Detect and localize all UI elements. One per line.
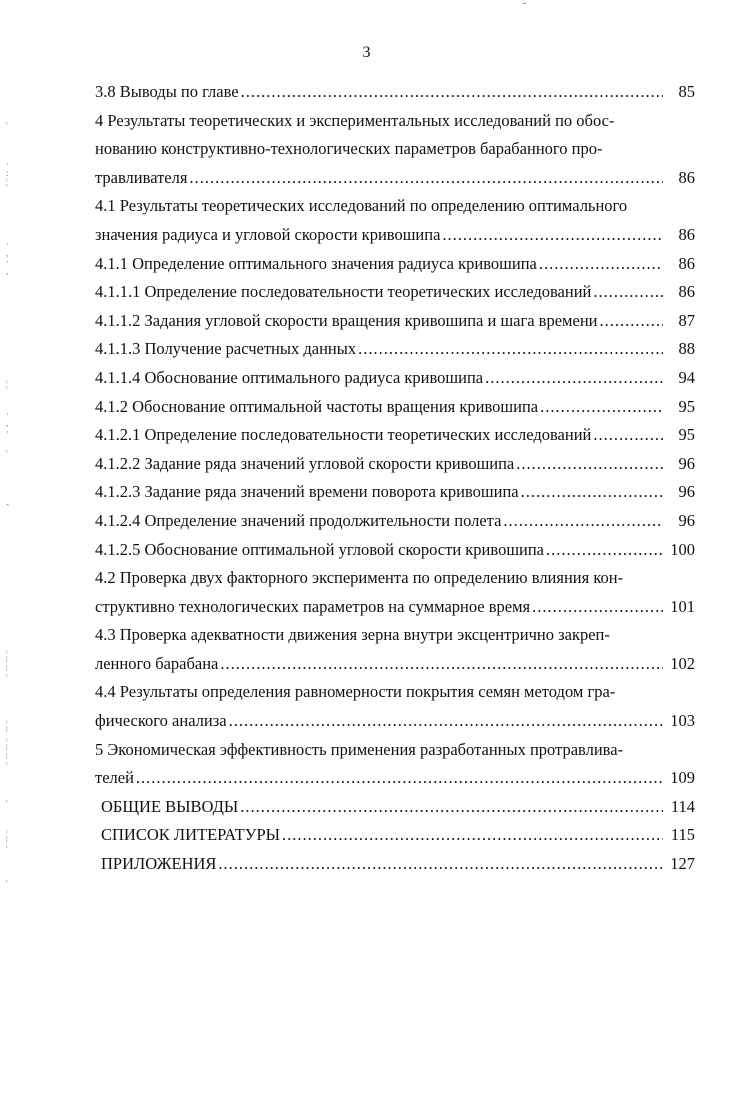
scan-mark: ' (6, 799, 8, 809)
dot-leader (593, 278, 663, 307)
toc-entry-page: 103 (670, 711, 695, 731)
toc-entry-title: 4.1.2.3 Задание ряда значений времени поворота кривошипа (95, 482, 519, 502)
toc-entry (95, 135, 695, 164)
toc-entry-page: 96 (678, 510, 695, 530)
toc-entry-page: 114 (670, 796, 695, 816)
toc-entry-page: 86 (678, 224, 695, 244)
toc-entry-title: 5 Экономическая эффективность применения разработанных протравлива- (95, 739, 624, 759)
toc-entry-page: 101 (670, 596, 695, 616)
scan-mark: ¦ ¦ ¦ (6, 649, 8, 677)
toc-entry (95, 450, 695, 479)
scan-mark: ¦ (6, 379, 8, 389)
dot-leader (539, 250, 663, 279)
dot-leader (189, 164, 663, 193)
dot-leader (240, 793, 663, 822)
dot-leader (540, 393, 663, 422)
scan-mark: ˘ (523, 2, 527, 13)
toc-entry-page: 86 (678, 167, 695, 187)
toc-entry (95, 678, 695, 707)
toc-entry-title: фического анализа (95, 711, 227, 731)
page-number: 3 (362, 44, 371, 61)
toc-entry-title: ПРИЛОЖЕНИЯ (101, 854, 217, 874)
toc-entry (95, 107, 695, 136)
toc-entry (95, 764, 695, 793)
toc-entry-title: 4.1.2.2 Задание ряда значений угловой скорости кривошипа (95, 453, 515, 473)
dot-leader (516, 450, 663, 479)
dot-leader (485, 364, 663, 393)
toc-entry-page: 88 (678, 339, 695, 359)
toc-entry-title: ленного барабана (95, 653, 219, 673)
toc-entry (95, 307, 695, 336)
toc-entry-title: 4.1.2 Обоснование оптимальной частоты вращения кривошипа (95, 396, 539, 416)
dot-leader (546, 536, 663, 565)
toc-entry-page: 102 (670, 653, 695, 673)
dot-leader (599, 307, 663, 336)
toc-entry-page: 94 (678, 367, 695, 387)
toc-entry (95, 421, 695, 450)
toc-entry (95, 364, 695, 393)
dot-leader (218, 850, 663, 879)
toc-entry-title: 4.4 Результаты определения равномерности покрытия семян методом гра- (95, 682, 616, 702)
toc-entry-title: 4.1 Результаты теоретических исследований по определению оптимального (95, 196, 628, 216)
toc-entry (95, 278, 695, 307)
toc-entry-title: 4.1.1 Определение оптимального значения радиуса кривошипа (95, 253, 537, 273)
toc-entry (95, 507, 695, 536)
table-of-contents (95, 78, 695, 879)
toc-entry (95, 793, 695, 822)
toc-entry-title: ОБЩИЕ ВЫВОДЫ (101, 796, 239, 816)
dot-leader (521, 478, 663, 507)
toc-entry (95, 736, 695, 765)
toc-entry-title: СПИСОК ЛИТЕРАТУРЫ (101, 825, 281, 845)
dot-leader (282, 821, 663, 850)
toc-entry (95, 78, 695, 107)
toc-entry (95, 593, 695, 622)
toc-entry-title: структивно технологических параметров на суммарное время (95, 596, 531, 616)
dot-leader (532, 593, 663, 622)
toc-entry (95, 850, 695, 879)
toc-entry-title: 4.1.2.4 Определение значений продолжительности полета (95, 510, 502, 530)
toc-entry (95, 536, 695, 565)
toc-entry-title: 4.2 Проверка двух факторного эксперимента по определению влияния кон- (95, 568, 624, 588)
toc-entry-title: значения радиуса и угловой скорости кривошипа (95, 224, 441, 244)
toc-entry-title: 4.1.1.4 Обоснование оптимального радиуса кривошипа (95, 367, 484, 387)
dot-leader (593, 421, 663, 450)
toc-entry (95, 250, 695, 279)
toc-entry-title: нованию конструктивно-технологических параметров барабанного про- (95, 139, 603, 159)
toc-entry-title: травливателя (95, 167, 188, 187)
toc-entry-title: 4 Результаты теоретических и экспериментальных исследований по обос- (95, 110, 615, 130)
toc-entry-title: 4.1.2.1 Определение последовательности теоретических исследований (95, 425, 592, 445)
toc-entry-page: 86 (678, 253, 695, 273)
scan-mark: · : ¦ (6, 159, 9, 187)
toc-entry-page: 96 (678, 482, 695, 502)
toc-entry-title: 4.1.1.3 Получение расчетных данных (95, 339, 357, 359)
toc-entry-page: 109 (670, 768, 695, 788)
scan-mark: ' (6, 449, 8, 459)
toc-entry-page: 96 (678, 453, 695, 473)
scan-mark: ' (6, 121, 8, 131)
dot-leader (136, 764, 663, 793)
toc-entry-title: 4.1.2.5 Обоснование оптимальной угловой скорости кривошипа (95, 539, 545, 559)
scan-mark: ¦ ' ¦ ¦ ¦ (6, 719, 8, 765)
scan-mark: ' (6, 879, 8, 889)
toc-entry-page: 95 (678, 425, 695, 445)
toc-entry (95, 707, 695, 736)
toc-entry-page: 87 (678, 310, 695, 330)
toc-entry-page: 95 (678, 396, 695, 416)
dot-leader (358, 335, 663, 364)
toc-entry (95, 221, 695, 250)
toc-entry (95, 564, 695, 593)
toc-entry-page: 85 (678, 82, 695, 101)
toc-entry (95, 650, 695, 679)
toc-entry (95, 335, 695, 364)
toc-entry-title: 3.8 Выводы по главе (95, 82, 239, 101)
scan-mark: · , · , (6, 239, 9, 276)
dot-leader (503, 507, 663, 536)
toc-entry (95, 821, 695, 850)
toc-entry (95, 478, 695, 507)
dot-leader (442, 221, 663, 250)
scan-mark: ¦ ¦ (6, 829, 8, 848)
toc-entry-title: телей (95, 768, 134, 788)
toc-entry (95, 393, 695, 422)
toc-entry-page: 115 (670, 825, 695, 845)
toc-entry (95, 192, 695, 221)
dot-leader (229, 707, 663, 736)
toc-entry-page: 127 (670, 854, 695, 874)
scan-mark: - (6, 499, 9, 509)
scan-mark: · , · (6, 409, 9, 437)
toc-entry-title: 4.1.1.2 Задания угловой скорости вращения кривошипа и шага времени (95, 310, 598, 330)
dot-leader (241, 78, 663, 107)
toc-entry-title: 4.1.1.1 Определение последовательности теоретических исследований (95, 282, 592, 302)
toc-entry (95, 621, 695, 650)
toc-entry (95, 164, 695, 193)
toc-entry-page: 100 (670, 539, 695, 559)
toc-entry-page: 86 (678, 282, 695, 302)
dot-leader (220, 650, 663, 679)
toc-entry-title: 4.3 Проверка адекватности движения зерна внутри эксцентрично закреп- (95, 625, 610, 645)
